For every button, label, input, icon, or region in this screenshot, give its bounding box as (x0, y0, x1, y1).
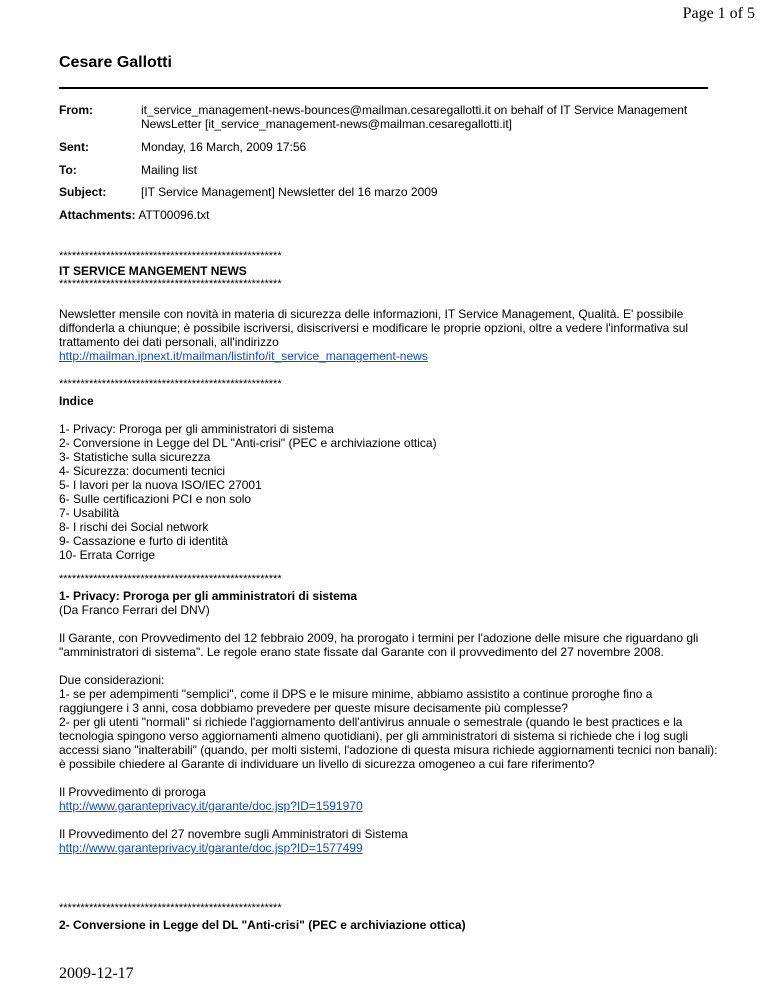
separator-line: **************************************************** (59, 573, 282, 585)
intro-text: Newsletter mensile con novità in materia di sicurezza delle informazioni, IT Service Management, Qualità. E' possibile diffonderla a chiunque; è possibile iscriversi, disiscriversi e modificare le proprie opzioni, oltre a vedere l'informativa sul trattamento dei dati personali, all'indirizzo (59, 307, 689, 349)
section-1 (59, 573, 719, 855)
section-1-title: 1- Privacy: Proroga per gli amministratori di sistema (59, 589, 358, 603)
to-label: To: (59, 163, 77, 177)
sender-name: Cesare Gallotti (59, 54, 172, 71)
link-amministratori-label: Il Provvedimento del 27 novembre sugli Amministratori di Sistema (59, 827, 408, 841)
link-amministratori[interactable]: http://www.garanteprivacy.it/garante/doc.jsp?ID=1577499 (59, 841, 363, 855)
index-item: 3- Statistiche sulla sicurezza (59, 450, 211, 464)
index-item: 2- Conversione in Legge del DL "Anti-crisi" (PEC e archiviazione ottica) (59, 436, 437, 450)
header-divider (59, 87, 708, 89)
link-proroga-label: Il Provvedimento di proroga (59, 785, 206, 799)
intro-block (59, 307, 719, 363)
sent-label: Sent: (59, 140, 89, 154)
index-item: 10- Errata Corrige (59, 548, 156, 562)
section-2-title: 2- Conversione in Legge del DL "Anti-crisi" (PEC e archiviazione ottica) (59, 918, 466, 932)
intro-link[interactable]: http://mailman.ipnext.it/mailman/listinfo/it_service_management-news (59, 349, 428, 363)
subject-value: [IT Service Management] Newsletter del 16 marzo 2009 (141, 185, 438, 199)
page-number-header: Page 1 of 5 (682, 5, 755, 22)
index-item: 6- Sulle certificazioni PCI e non solo (59, 492, 252, 506)
consideration-line: Due considerazioni: (59, 673, 165, 687)
attachments-label: Attachments: (59, 208, 136, 222)
index-item: 8- I rischi dei Social network (59, 520, 209, 534)
index-item: 1- Privacy: Proroga per gli amministratori di sistema (59, 422, 334, 436)
link-proroga[interactable]: http://www.garanteprivacy.it/garante/doc.jsp?ID=1591970 (59, 799, 363, 813)
attachments-row (59, 208, 210, 222)
index-list (59, 422, 719, 562)
sent-value: Monday, 16 March, 2009 17:56 (141, 140, 307, 154)
attachment-file[interactable]: ATT00096.txt (138, 208, 210, 222)
to-value: Mailing list (141, 163, 198, 177)
newsletter-header (59, 250, 719, 290)
from-label: From: (59, 103, 93, 117)
section-1-source: (Da Franco Ferrari del DNV) (59, 603, 210, 617)
index-item: 5- I lavori per la nuova ISO/IEC 27001 (59, 478, 262, 492)
section-2 (59, 902, 719, 932)
separator-line: **************************************************** (59, 378, 282, 390)
separator-line: **************************************************** (59, 902, 282, 914)
consideration-line: 2- per gli utenti "normali" si richiede l'aggiornamento dell'antivirus annuale o semestrale (quando le best practices e la tecnologia spingono verso aggiornamenti almeno quotidiani), per gli amministratori di sistema si richiede che i log sugli accessi siano "inalterabili" (quando, per molti sistemi, l'adozione di questa misura richiede aggiornamenti tecnici non banali): è possibile chiedere al Garante di individuare un livello di sicurezza omogeneo a cui fare riferimento? (59, 715, 718, 771)
index-block (59, 378, 719, 562)
newsletter-title: IT SERVICE MANGEMENT NEWS (59, 264, 247, 278)
from-value: it_service_management-news-bounces@mailman.cesaregallotti.it on behalf of IT Service Management NewsLetter [it_service_management-news@mailman.cesaregallotti.it] (141, 103, 688, 131)
index-item: 9- Cassazione e furto di identità (59, 534, 228, 548)
index-title: Indice (59, 394, 94, 408)
footer-date: 2009-12-17 (59, 965, 134, 982)
index-item: 7- Usabilità (59, 506, 120, 520)
index-item: 4- Sicurezza: documenti tecnici (59, 464, 226, 478)
consideration-line: 1- se per adempimenti "semplici", come il DPS e le misure minime, abbiamo assistito a continue proroghe fino a raggiungere i 3 anni, cosa dobbiamo prevedere per queste misure decisamente più complesse? (59, 687, 653, 715)
separator-line: **************************************************** (59, 278, 282, 290)
separator-line: **************************************************** (59, 250, 282, 262)
subject-label: Subject: (59, 185, 107, 199)
section-1-considerations (59, 673, 719, 771)
section-1-paragraph: Il Garante, con Provvedimento del 12 febbraio 2009, ha prorogato i termini per l'adozione delle misure che riguardano gli "amministratori di sistema". Le regole erano state fissate dal Garante con il provvedimento del 27 novembre 2008. (59, 631, 699, 659)
